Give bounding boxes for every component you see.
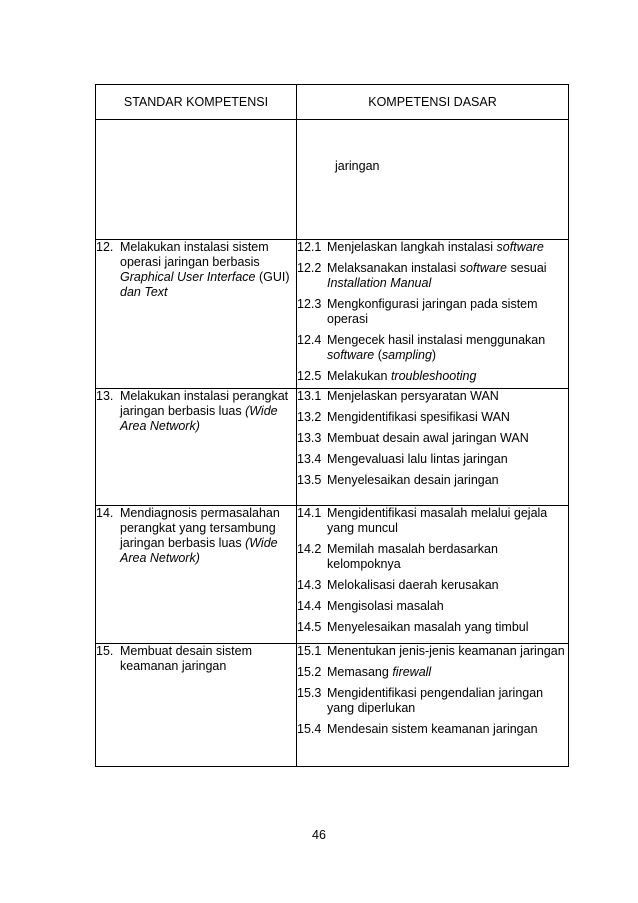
kompetensi-dasar-text: [327, 431, 568, 446]
table-row: [96, 644, 569, 767]
text-segment: Melakukan: [327, 369, 391, 383]
text-segment: Mengevaluasi lalu lintas jaringan: [327, 452, 508, 466]
standar-kompetensi-item: [96, 389, 296, 434]
text-segment: Menyelesaikan desain jaringan: [327, 473, 499, 487]
text-segment: Melakukan instalasi sistem operasi jaringan berbasis: [120, 240, 269, 269]
kompetensi-dasar-item: [297, 506, 568, 536]
kompetensi-dasar-item: [297, 542, 568, 572]
kompetensi-dasar-text: [327, 261, 568, 291]
standar-cell: [96, 506, 297, 644]
page-number: 46: [312, 828, 326, 842]
kompetensi-dasar-number: 14.3: [297, 578, 322, 592]
kompetensi-dasar-number: 13.4: [297, 452, 322, 466]
kompetensi-dasar-text: [327, 665, 568, 680]
table-header-row: [96, 85, 569, 120]
kompetensi-dasar-number: 14.4: [297, 599, 322, 613]
text-segment: Memilah masalah berdasarkan kelompoknya: [327, 542, 498, 571]
kompetensi-dasar-item: [297, 297, 568, 327]
text-segment: Membuat desain awal jaringan WAN: [327, 431, 529, 445]
continuation-dasar-cell: [297, 120, 569, 240]
standar-cell: [96, 644, 297, 767]
kompetensi-dasar-item: [297, 333, 568, 363]
standar-text: [120, 506, 296, 566]
text-segment: Mengidentifikasi spesifikasi WAN: [327, 410, 510, 424]
kompetensi-dasar-number: 15.2: [297, 665, 322, 679]
header-standar-kompetensi: STANDAR KOMPETENSI: [96, 85, 297, 120]
kompetensi-dasar-text: [327, 578, 568, 593]
text-segment: ): [431, 348, 437, 362]
kompetensi-dasar-text: [327, 369, 568, 384]
italic-text: software: [496, 240, 544, 254]
kompetensi-dasar-text: [327, 452, 568, 467]
italic-text: software: [459, 261, 507, 275]
kompetensi-dasar-item: [297, 665, 568, 680]
dasar-cell: [297, 389, 569, 506]
kompetensi-dasar-number: 12.5: [297, 369, 322, 383]
header-kompetensi-dasar: KOMPETENSI DASAR: [297, 85, 569, 120]
kompetensi-dasar-text: [327, 297, 568, 327]
kompetensi-dasar-number: 12.4: [297, 333, 322, 347]
text-segment: Menyelesaikan masalah yang timbul: [327, 620, 529, 634]
kompetensi-dasar-number: 14.1: [297, 506, 322, 520]
standar-number: 15.: [96, 644, 114, 658]
dasar-cell: [297, 506, 569, 644]
kompetensi-dasar-number: 14.5: [297, 620, 322, 634]
text-segment: Melaksanakan instalasi: [327, 261, 460, 275]
kompetensi-dasar-item: [297, 452, 568, 467]
text-segment: Mengidentifikasi masalah melalui gejala yang muncul: [327, 506, 548, 535]
kompetensi-dasar-number: 15.4: [297, 722, 322, 736]
kompetensi-dasar-item: [297, 599, 568, 614]
continuation-row: [96, 120, 569, 240]
table-row: [96, 389, 569, 506]
kompetensi-dasar-text: [327, 240, 568, 255]
kompetensi-dasar-number: 13.2: [297, 410, 322, 424]
text-segment: Mendesain sistem keamanan jaringan: [327, 722, 538, 736]
text-segment: Mengisolasi masalah: [327, 599, 444, 613]
kompetensi-dasar-number: 15.1: [297, 644, 322, 658]
kompetensi-dasar-number: 13.1: [297, 389, 322, 403]
kompetensi-dasar-text: [327, 410, 568, 425]
text-segment: Memasang: [327, 665, 393, 679]
kompetensi-dasar-text: [327, 333, 568, 363]
kompetensi-dasar-item: [297, 431, 568, 446]
italic-text: dan Text: [120, 285, 168, 299]
italic-text: firewall: [392, 665, 432, 679]
text-segment: Mengidentifikasi pengendalian jaringan yang diperlukan: [327, 686, 544, 715]
text-segment: Mengkonfigurasi jaringan pada sistem operasi: [327, 297, 538, 326]
text-segment: Melokalisasi daerah kerusakan: [327, 578, 499, 592]
text-segment: Mengecek hasil instalasi menggunakan: [327, 333, 546, 347]
kompetensi-dasar-item: [297, 686, 568, 716]
kompetensi-dasar-item: [297, 620, 568, 635]
dasar-cell: [297, 240, 569, 389]
table-row: [96, 240, 569, 389]
standar-text: [120, 644, 296, 674]
standar-text: [120, 389, 296, 434]
italic-text: (Wide Area Network): [120, 404, 278, 433]
italic-text: (Wide Area Network): [120, 536, 278, 565]
kompetensi-dasar-item: [297, 644, 568, 659]
kompetensi-dasar-number: 14.2: [297, 542, 322, 556]
kompetensi-dasar-item: [297, 261, 568, 291]
continuation-text: jaringan: [335, 159, 380, 173]
text-segment: (: [374, 348, 382, 362]
italic-text: Installation Manual: [327, 276, 432, 290]
standar-kompetensi-item: [96, 506, 296, 566]
competency-table: [95, 84, 569, 767]
standar-cell: [96, 240, 297, 389]
kompetensi-dasar-text: [327, 620, 568, 635]
italic-text: software: [327, 348, 375, 362]
kompetensi-dasar-text: [327, 686, 568, 716]
kompetensi-dasar-item: [297, 578, 568, 593]
kompetensi-dasar-text: [327, 542, 568, 572]
text-segment: Menentukan jenis-jenis keamanan jaringan: [327, 644, 565, 658]
dasar-cell: [297, 644, 569, 767]
kompetensi-dasar-item: [297, 369, 568, 384]
kompetensi-dasar-text: [327, 389, 568, 404]
text-segment: Mendiagnosis permasalahan perangkat yang tersambung jaringan berbasis luas: [120, 506, 280, 550]
text-segment: Membuat desain sistem keamanan jaringan: [120, 644, 253, 673]
kompetensi-dasar-number: 12.3: [297, 297, 322, 311]
kompetensi-dasar-item: [297, 389, 568, 404]
kompetensi-dasar-text: [327, 644, 568, 659]
italic-text: Graphical User Interface: [120, 270, 256, 284]
table-row: [96, 506, 569, 644]
kompetensi-dasar-number: 15.3: [297, 686, 322, 700]
standar-number: 12.: [96, 240, 114, 254]
kompetensi-dasar-number: 12.2: [297, 261, 322, 275]
text-segment: (GUI): [255, 270, 290, 284]
text-segment: Melakukan instalasi perangkat jaringan berbasis luas: [120, 389, 289, 418]
text-segment: Menjelaskan persyaratan WAN: [327, 389, 499, 403]
kompetensi-dasar-item: [297, 240, 568, 255]
continuation-standar-cell: [96, 120, 297, 240]
kompetensi-dasar-text: [327, 599, 568, 614]
standar-kompetensi-item: [96, 240, 296, 300]
kompetensi-dasar-number: 12.1: [297, 240, 322, 254]
kompetensi-dasar-item: [297, 722, 568, 737]
kompetensi-dasar-number: 13.3: [297, 431, 322, 445]
italic-text: sampling: [381, 348, 432, 362]
italic-text: troubleshooting: [390, 369, 477, 383]
standar-text: [120, 240, 296, 300]
kompetensi-dasar-text: [327, 506, 568, 536]
kompetensi-dasar-text: [327, 722, 568, 737]
kompetensi-dasar-item: [297, 473, 568, 488]
kompetensi-dasar-text: [327, 473, 568, 488]
kompetensi-dasar-item: [297, 410, 568, 425]
text-segment: Menjelaskan langkah instalasi: [327, 240, 497, 254]
kompetensi-dasar-number: 13.5: [297, 473, 322, 487]
standar-kompetensi-item: [96, 644, 296, 674]
standar-number: 13.: [96, 389, 114, 403]
standar-cell: [96, 389, 297, 506]
standar-number: 14.: [96, 506, 114, 520]
text-segment: sesuai: [506, 261, 547, 275]
